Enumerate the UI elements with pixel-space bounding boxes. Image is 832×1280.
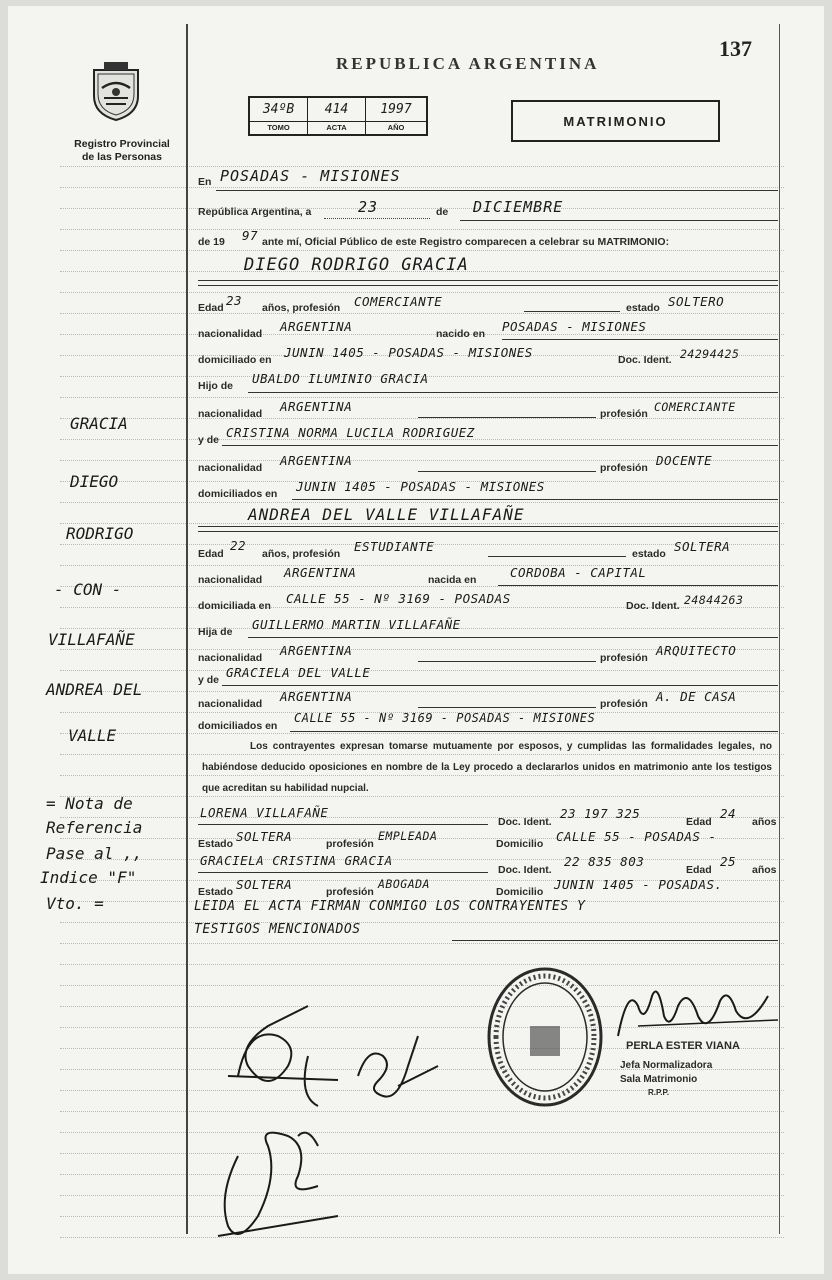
y-de-label: y de: [198, 674, 220, 686]
estado-label: estado: [626, 302, 660, 314]
nacionalidad-label: nacionalidad: [198, 328, 263, 340]
bride-signature-icon: [198, 1116, 358, 1256]
domiciliado-label: domiciliado en: [198, 354, 272, 366]
witness1-name: LORENA VILLAFAÑE: [200, 805, 329, 820]
underline: [248, 392, 778, 393]
ruled-line: [60, 733, 784, 734]
ruled-line: [60, 817, 784, 818]
country-header: REPUBLICA ARGENTINA: [336, 54, 600, 73]
margin-note: Vto. =: [46, 894, 104, 913]
anos-profesion-label: años, profesión: [262, 302, 341, 314]
underline: [488, 556, 626, 557]
domicilio-label: Domicilio: [496, 886, 544, 898]
margin-note: Pase al ,,: [46, 844, 143, 863]
underline: [198, 531, 778, 532]
groom-signature-icon: [208, 996, 448, 1126]
underline: [198, 526, 778, 527]
underline: [198, 285, 778, 286]
ruled-line: [60, 208, 784, 209]
left-margin-line: [186, 24, 188, 1234]
nacionalidad-label: nacionalidad: [198, 574, 263, 586]
hijo-de-label: Hijo de: [198, 380, 234, 392]
underline: [418, 417, 596, 418]
provincial-crest-icon: [86, 58, 146, 122]
republica-label: República Argentina, a: [198, 206, 312, 218]
groom-doc: 24294425: [680, 347, 740, 361]
bride-mother-profession: A. DE CASA: [656, 689, 737, 704]
underline: [502, 339, 778, 340]
domiciliados-label: domiciliados en: [198, 488, 278, 500]
groom-name: DIEGO RODRIGO GRACIA: [244, 255, 469, 275]
official-office: Sala Matrimonio: [620, 1074, 698, 1085]
witness1-status: SOLTERA: [236, 829, 293, 844]
ruled-line: [60, 1237, 784, 1238]
underline: [290, 731, 778, 732]
underline: [418, 471, 596, 472]
ruled-line: [60, 229, 784, 230]
bride-doc: 24844263: [684, 593, 744, 607]
witness2-name: GRACIELA CRISTINA GRACIA: [200, 853, 393, 868]
acta-box: [308, 98, 366, 134]
ruled-line: [60, 1195, 784, 1196]
witness2-doc: 22 835 803: [564, 854, 645, 869]
estado-label: estado: [632, 548, 666, 560]
acta-value: 414: [324, 102, 349, 117]
registry-name: Registro Provincial de las Personas: [74, 138, 170, 163]
margin-note: Indice "F": [40, 868, 137, 887]
dotted: [324, 218, 430, 219]
day-value: 23: [358, 198, 379, 216]
underline: [498, 585, 778, 586]
witness1-profession: EMPLEADA: [378, 829, 438, 843]
official-title: Jefa Normalizadora: [620, 1060, 713, 1071]
profesion-label: profesión: [600, 408, 648, 420]
edad-label: Edad: [198, 548, 224, 560]
bride-name: ANDREA DEL VALLE VILLAFAÑE: [248, 505, 525, 524]
record-type: MATRIMONIO: [511, 100, 720, 142]
month-value: DICIEMBRE: [473, 198, 564, 216]
profesion-label: profesión: [600, 698, 648, 710]
underline: [418, 707, 596, 708]
doc-ident-label: Doc. Ident.: [618, 354, 672, 366]
ruled-line: [60, 943, 784, 944]
bride-father: GUILLERMO MARTIN VILLAFAÑE: [252, 617, 461, 632]
ruled-line: [60, 964, 784, 965]
witness2-profession: ABOGADA: [378, 877, 430, 891]
ruled-line: [60, 565, 784, 566]
underline: [222, 685, 778, 686]
ano-box: [366, 98, 426, 134]
groom-status: SOLTERO: [668, 294, 725, 309]
underline: [524, 311, 620, 312]
margin-note: = Nota de: [46, 794, 133, 813]
final-note-line2: TESTIGOS MENCIONADOS: [194, 922, 361, 937]
closing-paragraph: Los contrayentes expresan tomarse mutuamente por esposos, y cumplidas las formalidades legales, no habiéndose deducido oposiciones en nombre de la Ley procedo a declararlos unidos en matrimonio ante los testigos que acreditan su habilidad nupcial.: [202, 741, 772, 794]
ruled-line: [60, 292, 784, 293]
witness1-address: CALLE 55 - POSADAS -: [556, 829, 717, 844]
groom-father: UBALDO ILUMINIO GRACIA: [252, 371, 429, 386]
ruled-line: [60, 1174, 784, 1175]
official-name: PERLA ESTER VIANA: [626, 1040, 740, 1052]
groom-mother: CRISTINA NORMA LUCILA RODRIGUEZ: [226, 425, 475, 440]
ruled-line: [60, 418, 784, 419]
groom-mother-nationality: ARGENTINA: [280, 453, 353, 468]
ano-value: 1997: [380, 102, 412, 117]
domiciliados-label: domiciliados en: [198, 720, 278, 732]
edad-label: Edad: [198, 302, 224, 314]
estado-label: Estado: [198, 838, 234, 850]
margin-note: VALLE: [68, 726, 117, 745]
ruled-line: [60, 1153, 784, 1154]
nacionalidad-label: nacionalidad: [198, 652, 263, 664]
acta-label: ACTA: [308, 121, 365, 132]
margin-note: RODRIGO: [66, 524, 134, 543]
doc-ident-label: Doc. Ident.: [498, 864, 552, 876]
margin-note: - CON -: [54, 580, 122, 599]
witness2-address: JUNIN 1405 - POSADAS.: [554, 877, 723, 892]
margin-note: Referencia: [46, 818, 143, 837]
edad-label: Edad: [686, 864, 712, 876]
ruled-line: [60, 502, 784, 503]
margin-note: VILLAFAÑE: [48, 630, 135, 649]
bride-address: CALLE 55 - Nº 3169 - POSADAS: [286, 591, 511, 606]
underline: [198, 280, 778, 281]
nacionalidad-label: nacionalidad: [198, 462, 263, 474]
bride-nationality: ARGENTINA: [284, 565, 357, 580]
place-value: POSADAS - MISIONES: [220, 167, 401, 185]
witness2-status: SOLTERA: [236, 877, 293, 892]
ruled-line: [60, 859, 784, 860]
witness2-age: 25: [720, 854, 737, 869]
groom-birthplace: POSADAS - MISIONES: [502, 319, 647, 334]
final-note-line1: LEIDA EL ACTA FIRMAN CONMIGO LOS CONTRAYENTES Y: [194, 899, 586, 914]
ruled-line: [60, 397, 784, 398]
ruled-line: [60, 670, 784, 671]
y-de-label: y de: [198, 434, 220, 446]
profesion-label: profesión: [326, 886, 374, 898]
underline: [198, 872, 488, 873]
nacido-en-label: nacido en: [436, 328, 486, 340]
profesion-label: profesión: [326, 838, 374, 850]
witness1-age: 24: [720, 806, 737, 821]
tomo-label: TOMO: [250, 121, 307, 132]
groom-father-profession: COMERCIANTE: [654, 400, 736, 414]
margin-note: ANDREA DEL: [46, 680, 143, 699]
groom-age: 23: [226, 293, 243, 308]
bride-status: SOLTERA: [674, 539, 731, 554]
underline: [216, 190, 778, 191]
certificate-page: [8, 6, 824, 1274]
year-suffix: 97: [242, 228, 259, 243]
tomo-box: [250, 98, 308, 134]
profesion-label: profesión: [600, 652, 648, 664]
ruled-line: [60, 313, 784, 314]
ruled-line: [60, 586, 784, 587]
groom-mother-profession: DOCENTE: [656, 453, 713, 468]
edad-label: Edad: [686, 816, 712, 828]
bride-father-profession: ARQUITECTO: [656, 643, 737, 658]
witness1-doc: 23 197 325: [560, 806, 641, 821]
official-extra: R.P.P.: [648, 1088, 670, 1097]
doc-ident-label: Doc. Ident.: [498, 816, 552, 828]
groom-profession: COMERCIANTE: [354, 294, 443, 309]
anos-label: años: [752, 864, 777, 876]
groom-parents-address: JUNIN 1405 - POSADAS - MISIONES: [296, 479, 545, 494]
margin-note: GRACIA: [70, 414, 128, 433]
underline: [452, 940, 778, 941]
nacionalidad-label: nacionalidad: [198, 698, 263, 710]
domicilio-label: Domicilio: [496, 838, 544, 850]
bride-mother: GRACIELA DEL VALLE: [226, 665, 371, 680]
profesion-label: profesión: [600, 462, 648, 474]
ruled-line: [60, 166, 784, 167]
underline: [248, 637, 778, 638]
bride-age: 22: [230, 538, 247, 553]
underline: [418, 661, 596, 662]
bride-birthplace: CORDOBA - CAPITAL: [510, 565, 647, 580]
underline: [292, 499, 778, 500]
ano-label: AÑO: [366, 121, 426, 132]
bride-profession: ESTUDIANTE: [354, 539, 435, 554]
year-prefix: de 19: [198, 236, 225, 248]
underline: [198, 824, 488, 825]
groom-father-nationality: ARGENTINA: [280, 399, 353, 414]
page-number: 137: [719, 36, 752, 61]
nacionalidad-label: nacionalidad: [198, 408, 263, 420]
hija-de-label: Hija de: [198, 626, 233, 638]
anos-profesion-label: años, profesión: [262, 548, 341, 560]
nacida-en-label: nacida en: [428, 574, 477, 586]
bride-father-nationality: ARGENTINA: [280, 643, 353, 658]
ruled-line: [60, 334, 784, 335]
de-label: de: [436, 206, 449, 218]
margin-note: DIEGO: [70, 472, 119, 491]
en-label: En: [198, 176, 212, 188]
tomo-value: 34ºB: [262, 102, 295, 117]
estado-label: Estado: [198, 886, 234, 898]
intro-text: ante mí, Oficial Público de este Registro comparecen a celebrar su MATRIMONIO:: [262, 236, 670, 248]
ruled-line: [60, 1132, 784, 1133]
groom-nationality: ARGENTINA: [280, 319, 353, 334]
underline: [222, 445, 778, 446]
bride-parents-address: CALLE 55 - Nº 3169 - POSADAS - MISIONES: [294, 711, 596, 725]
ruled-line: [60, 1216, 784, 1217]
underline: [460, 220, 778, 221]
domiciliada-label: domiciliada en: [198, 600, 271, 612]
ruled-line: [60, 187, 784, 188]
official-seal-icon: [486, 966, 604, 1108]
doc-ident-label: Doc. Ident.: [626, 600, 680, 612]
anos-label: años: [752, 816, 777, 828]
groom-address: JUNIN 1405 - POSADAS - MISIONES: [284, 345, 533, 360]
bride-mother-nationality: ARGENTINA: [280, 689, 353, 704]
record-boxes: [248, 96, 428, 136]
ruled-line: [60, 922, 784, 923]
ruled-line: [60, 250, 784, 251]
